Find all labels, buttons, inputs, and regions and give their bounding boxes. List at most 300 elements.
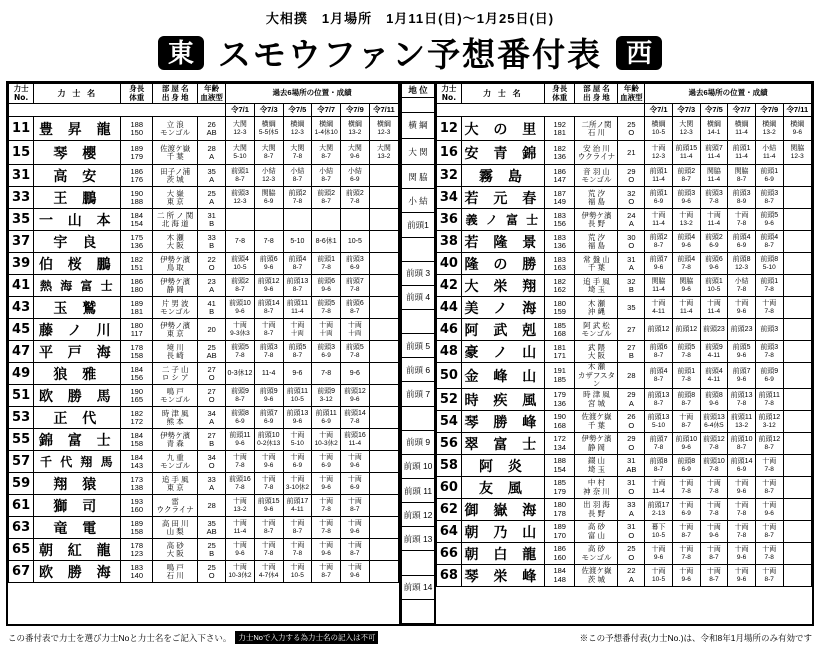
rikishi-name: 時 疾 風 <box>461 389 544 411</box>
rikishi-name: 阿 炎 <box>461 455 544 477</box>
rank-row <box>402 527 434 551</box>
rikishi-stable: 錣 山 埼 玉 <box>575 455 618 477</box>
past-result-cell <box>254 209 283 231</box>
rikishi-no: 57 <box>9 451 34 473</box>
rank-row <box>402 454 434 478</box>
rikishi-stable: 二所ノ関 石 川 <box>575 117 618 141</box>
rikishi-size: 181 171 <box>544 341 575 363</box>
past-result-cell: 十両 3-10休2 <box>283 473 312 495</box>
past-result-cell <box>783 411 811 433</box>
past-result-cell: 前頭12 7-8 <box>700 433 728 455</box>
table-row <box>9 275 399 297</box>
rikishi-stable: 二 子 山 ロ シ ア <box>153 363 198 385</box>
rikishi-name: 欧 勝 馬 <box>34 385 121 407</box>
past-result-cell: 十両 8-7 <box>672 411 700 433</box>
rikishi-stable: 常 盤 山 千 葉 <box>575 253 618 275</box>
rikishi-size: 184 154 <box>121 209 153 231</box>
past-result-cell <box>783 543 811 565</box>
rikishi-stable: 伊勢ケ濱 長 野 <box>575 209 618 231</box>
footer-left-badge: 力士Noで入力する為力士名の記入は不可 <box>235 631 378 644</box>
past-result-cell: 9-6 <box>341 363 370 385</box>
past-result-cell: 十両 7-8 <box>755 297 783 319</box>
rikishi-name: 朝 白 龍 <box>461 543 544 565</box>
table-row <box>9 319 399 341</box>
past-result-cell <box>783 253 811 275</box>
rikishi-stable: 荒 汐 福 島 <box>575 187 618 209</box>
past-result-cell: 前頭5 7-8 <box>672 341 700 363</box>
past-result-cell <box>783 477 811 499</box>
past-result-cell: 前頭2 8-7 <box>312 187 341 209</box>
rank-label: 前頭 13 <box>402 527 434 551</box>
past-result-cell: 十両 7-8 <box>755 455 783 477</box>
rikishi-stable: 阿 武 松 モンゴル <box>575 319 618 341</box>
past-result-cell: 前頭1 10-5 <box>700 275 728 297</box>
date-header-row <box>437 104 812 117</box>
table-row <box>9 561 399 583</box>
past-result-cell: 前頭6 9-6 <box>700 253 728 275</box>
rank-label: 横 綱 <box>402 112 434 138</box>
date-header-cell: 令7/3 <box>254 104 283 117</box>
rikishi-size: 184 148 <box>544 565 575 587</box>
past-result-cell: 関脇 11-4 <box>700 165 728 187</box>
rikishi-no: 53 <box>9 407 34 429</box>
rank-label: 前頭1 <box>402 213 434 237</box>
past-result-cell: 前頭5 9-6 <box>728 341 756 363</box>
col-height: 身長 体重 <box>121 84 153 104</box>
rikishi-age: 26 AB <box>198 117 226 141</box>
rikishi-stable: 追 手 風 東 京 <box>153 473 198 495</box>
rikishi-size: 189 170 <box>544 521 575 543</box>
past-result-cell: 十両 12-3 <box>645 141 673 165</box>
rank-label: 小 結 <box>402 189 434 213</box>
table-row <box>9 517 399 539</box>
past-result-cell <box>783 455 811 477</box>
rikishi-age: 33 B <box>198 231 226 253</box>
rank-label: 前頭 7 <box>402 382 434 406</box>
rikishi-no: 37 <box>9 231 34 253</box>
rikishi-stable: 伊勢ケ濱 青 森 <box>153 429 198 451</box>
col-org: 部 屋 名 出 身 地 <box>153 84 198 104</box>
rikishi-name: 獅 司 <box>34 495 121 517</box>
rikishi-size: 184 158 <box>121 429 153 451</box>
past-result-cell: 横綱 13-2 <box>755 117 783 141</box>
past-result-cell: 十両 9-6 <box>254 451 283 473</box>
past-result-cell: 前頭7 9-6 <box>645 253 673 275</box>
past-result-cell: 前頭3 6-9 <box>341 253 370 275</box>
rikishi-age: 29 O <box>618 433 645 455</box>
table-row <box>437 187 812 209</box>
rikishi-no: 32 <box>437 165 462 187</box>
past-result-cell: 前頭3 7-8 <box>254 341 283 363</box>
table-row <box>437 363 812 389</box>
past-result-cell: 大関 5-10 <box>226 141 255 165</box>
past-result-cell: 前頭6 9-6 <box>312 275 341 297</box>
past-result-cell: 前頭17 4-11 <box>283 495 312 517</box>
past-result-cell: 大関 13-2 <box>369 141 398 165</box>
past-result-cell <box>369 253 398 275</box>
col-name: 力 士 名 <box>34 84 121 104</box>
rikishi-name: 宇 良 <box>34 231 121 253</box>
rikishi-size: 183 156 <box>544 209 575 231</box>
rikishi-name: 大 栄 翔 <box>461 275 544 297</box>
rikishi-name: 欧 勝 海 <box>34 561 121 583</box>
rikishi-name: 朝 紅 龍 <box>34 539 121 561</box>
past-result-cell: 前頭10 7-8 <box>700 455 728 477</box>
rikishi-no: 42 <box>437 275 462 297</box>
past-result-cell: 横綱 13-2 <box>341 117 370 141</box>
past-result-cell <box>283 209 312 231</box>
rikishi-age: 35 A <box>198 165 226 187</box>
rikishi-stable: 木 瀬 沖 縄 <box>575 297 618 319</box>
rikishi-no: 64 <box>437 521 462 543</box>
rikishi-age: 21 <box>618 141 645 165</box>
rikishi-age: 25 O <box>618 117 645 141</box>
rikishi-age: 25 B <box>198 539 226 561</box>
rikishi-no: 33 <box>9 187 34 209</box>
banzuke-table-wrap <box>6 81 814 626</box>
rikishi-age: 25 O <box>198 561 226 583</box>
past-result-cell: 前頭13 6-4休5 <box>700 411 728 433</box>
past-result-cell: 前頭4 8-7 <box>755 231 783 253</box>
rikishi-no: 59 <box>9 473 34 495</box>
past-result-cell: 横綱 14-1 <box>700 117 728 141</box>
rikishi-stable: 高 砂 富 山 <box>575 521 618 543</box>
past-result-cell: 十両 9-3休3 <box>226 319 255 341</box>
past-result-cell: 十両 7-8 <box>254 473 283 495</box>
rikishi-stable: 立 浪 モンゴル <box>153 117 198 141</box>
rikishi-stable: 佐渡ケ嶽 茨 城 <box>575 565 618 587</box>
past-result-cell: 前頭7 6-9 <box>254 407 283 429</box>
rikishi-name: 友 風 <box>461 477 544 499</box>
past-result-cell <box>369 561 398 583</box>
rikishi-size: 193 160 <box>121 495 153 517</box>
past-result-cell: 前頭2 8-7 <box>672 165 700 187</box>
rikishi-age: 34 A <box>198 407 226 429</box>
past-result-cell: 前頭5 8-7 <box>283 341 312 363</box>
table-row <box>9 539 399 561</box>
rikishi-no: 56 <box>437 433 462 455</box>
past-result-cell: 大関 12-3 <box>672 117 700 141</box>
east-half <box>8 83 400 624</box>
past-result-cell: 十両 11-4 <box>700 297 728 319</box>
past-result-cell: 十両 7-8 <box>672 543 700 565</box>
past-result-cell: 前頭14 7-8 <box>341 407 370 429</box>
past-result-cell: 十両 9-6 <box>341 451 370 473</box>
past-result-cell <box>783 341 811 363</box>
past-result-cell: 前頭11 6-9 <box>312 407 341 429</box>
past-result-cell <box>369 517 398 539</box>
rikishi-stable: 高 田 川 山 梨 <box>153 517 198 539</box>
rikishi-name: 琴 栄 峰 <box>461 565 544 587</box>
footer <box>6 631 814 644</box>
rikishi-no: 34 <box>437 187 462 209</box>
rikishi-stable: 伊勢ケ濱 静 岡 <box>153 275 198 297</box>
past-result-cell: 十両 9-6 <box>226 539 255 561</box>
past-result-cell: 前頭4 8-7 <box>283 253 312 275</box>
rikishi-size: 175 136 <box>121 231 153 253</box>
past-result-cell <box>369 539 398 561</box>
rikishi-size: 182 162 <box>544 275 575 297</box>
past-result-cell: 横綱 9-6 <box>783 117 811 141</box>
past-result-cell <box>369 451 398 473</box>
rikishi-age: 27 B <box>198 429 226 451</box>
rank-header-blank <box>402 98 434 112</box>
past-result-cell: 小結 11-4 <box>755 141 783 165</box>
rikishi-age: 29 O <box>618 165 645 187</box>
rank-row <box>402 599 434 623</box>
past-result-cell: 十両 7-8 <box>700 499 728 521</box>
past-result-cell: 十両 8-7 <box>341 539 370 561</box>
rikishi-age: 28 <box>198 495 226 517</box>
rikishi-stable: 高 砂 大 阪 <box>153 539 198 561</box>
rikishi-age: 22 O <box>198 253 226 275</box>
rank-row <box>402 285 434 309</box>
rikishi-age: 24 A <box>618 209 645 231</box>
rikishi-no: 49 <box>9 363 34 385</box>
col-past: 過去6場所の位置・成績 <box>226 84 399 104</box>
past-result-cell: 前頭5 7-8 <box>226 341 255 363</box>
past-result-cell: 前頭12 8-7 <box>755 433 783 455</box>
rikishi-no: 54 <box>437 411 462 433</box>
date-header-blank <box>9 104 226 117</box>
past-result-cell: 十両 9-6 <box>728 543 756 565</box>
rikishi-no: 47 <box>9 341 34 363</box>
past-result-cell: 十両 11-4 <box>645 209 673 231</box>
past-result-cell <box>369 187 398 209</box>
rikishi-name: 若 元 春 <box>461 187 544 209</box>
past-result-cell: 前頭1 6-9 <box>645 187 673 209</box>
rikishi-size: 190 168 <box>544 411 575 433</box>
past-result-cell <box>369 473 398 495</box>
past-result-cell: 5-10 <box>283 231 312 253</box>
table-row <box>437 389 812 411</box>
rikishi-stable: 二 所 ノ 関 北 海 道 <box>153 209 198 231</box>
past-result-cell: 十両 9-6 <box>341 561 370 583</box>
rank-row <box>402 261 434 285</box>
east-table <box>8 83 399 583</box>
past-result-cell: 十両 7-8 <box>672 477 700 499</box>
date-header-cell: 令7/7 <box>728 104 756 117</box>
past-result-cell: 横綱 5-5休5 <box>254 117 283 141</box>
past-result-cell: 前頭5 9-6 <box>755 209 783 231</box>
rank-label: 前頭 9 <box>402 430 434 454</box>
table-row <box>9 407 399 429</box>
rikishi-size: 184 143 <box>121 451 153 473</box>
past-result-cell <box>783 565 811 587</box>
date-header-blank <box>437 104 645 117</box>
date-header-cell: 令7/5 <box>700 104 728 117</box>
rikishi-no: 11 <box>9 117 34 141</box>
past-result-cell: 十両 11-4 <box>672 297 700 319</box>
rikishi-size: 188 154 <box>544 455 575 477</box>
rikishi-age: 28 <box>618 363 645 389</box>
table-row <box>437 543 812 565</box>
rikishi-no: 51 <box>9 385 34 407</box>
past-result-cell: 前頭8 8-7 <box>645 455 673 477</box>
west-badge: 西 <box>616 36 662 70</box>
rank-row <box>402 358 434 382</box>
rikishi-size: 189 179 <box>121 141 153 165</box>
rikishi-size: 186 180 <box>121 275 153 297</box>
rikishi-no: 66 <box>437 543 462 565</box>
rikishi-stable: 伊勢ノ濱 東 京 <box>153 319 198 341</box>
rikishi-stable: 荒 汐 福 島 <box>575 231 618 253</box>
rikishi-no: 16 <box>437 141 462 165</box>
past-result-cell: 前頭15 9-6 <box>254 495 283 517</box>
past-result-cell: 前頭8 6-9 <box>672 455 700 477</box>
rikishi-age: 30 O <box>618 231 645 253</box>
rikishi-no: 15 <box>9 141 34 165</box>
past-result-cell: 小結 8-7 <box>283 165 312 187</box>
rikishi-stable: 雷 ウクライナ <box>153 495 198 517</box>
rank-row <box>402 310 434 334</box>
past-result-cell: 前頭16 11-4 <box>341 429 370 451</box>
rikishi-stable: 田子ノ浦 茨 城 <box>153 165 198 187</box>
past-result-cell: 関脇 8-7 <box>728 165 756 187</box>
rikishi-size: 186 176 <box>121 165 153 187</box>
rank-col-header <box>402 84 434 98</box>
past-result-cell: 大関 8-7 <box>254 141 283 165</box>
rikishi-stable: 安 治 川 ウクライナ <box>575 141 618 165</box>
rikishi-size: 182 136 <box>544 141 575 165</box>
west-half <box>436 83 812 624</box>
rikishi-stable: 木 瀬 大 阪 <box>153 231 198 253</box>
col-no: 力士No. <box>9 84 34 104</box>
column-header-row <box>437 84 812 104</box>
past-result-cell: 前頭9 6-9 <box>755 363 783 389</box>
date-header-cell: 令7/1 <box>226 104 255 117</box>
past-result-cell: 大関 9-6 <box>341 141 370 165</box>
past-result-cell <box>783 165 811 187</box>
rikishi-no: 43 <box>9 297 34 319</box>
rikishi-stable: 伊勢ケ濱 鳥 取 <box>153 253 198 275</box>
past-result-cell <box>783 521 811 543</box>
past-result-cell: 十両 9-6 <box>728 297 756 319</box>
past-result-cell: 前頭9 4-11 <box>700 341 728 363</box>
table-row <box>437 433 812 455</box>
rank-row <box>402 382 434 406</box>
past-result-cell: 大関 7-8 <box>283 141 312 165</box>
past-result-cell: 前頭1 7-8 <box>312 253 341 275</box>
past-result-cell: 前頭4 6-9 <box>728 231 756 253</box>
past-result-cell: 前頭10 9-6 <box>226 297 255 319</box>
past-result-cell <box>369 429 398 451</box>
rikishi-age: 25 A <box>198 187 226 209</box>
past-result-cell: 幕下 10-5 <box>645 521 673 543</box>
past-result-cell: 前頭11 9-6 <box>226 429 255 451</box>
past-result-cell <box>369 297 398 319</box>
past-result-cell: 前頭3 8-7 <box>755 187 783 209</box>
col-age: 年齢 血液型 <box>198 84 226 104</box>
past-result-cell: 十両 8-7 <box>755 565 783 587</box>
rikishi-name: 霧 島 <box>461 165 544 187</box>
rikishi-age: 27 O <box>198 363 226 385</box>
east-badge: 東 <box>158 36 204 70</box>
past-result-cell: 十両 7-8 <box>728 499 756 521</box>
rikishi-stable: 佐渡ケ嶽 千 葉 <box>575 411 618 433</box>
rikishi-stable: 大 嶽 東 京 <box>153 187 198 209</box>
rank-table <box>402 83 434 624</box>
table-row <box>437 165 812 187</box>
rikishi-stable: 出 羽 海 長 野 <box>575 499 618 521</box>
past-result-cell: 十両 13-2 <box>672 209 700 231</box>
footer-left-text: この番付表で力士を選び力士Noと力士名をご記入下さい。 <box>8 632 232 643</box>
rikishi-name: 朝 乃 山 <box>461 521 544 543</box>
past-result-cell: 十両 4-7休4 <box>254 561 283 583</box>
past-result-cell <box>783 363 811 389</box>
past-result-cell: 関脇 9-6 <box>672 275 700 297</box>
rikishi-size: 190 188 <box>121 187 153 209</box>
table-row <box>9 253 399 275</box>
past-result-cell: 前頭6 9-6 <box>254 253 283 275</box>
past-result-cell: 前頭1 8-7 <box>226 165 255 187</box>
table-row <box>9 341 399 363</box>
date-header-row <box>9 104 399 117</box>
table-row <box>9 141 399 165</box>
date-header-cell: 令7/7 <box>312 104 341 117</box>
past-result-cell: 0-3休12 <box>226 363 255 385</box>
rikishi-age: 28 A <box>198 141 226 165</box>
rikishi-name: 一 山 本 <box>34 209 121 231</box>
table-row <box>437 319 812 341</box>
date-header-cell: 令7/9 <box>341 104 370 117</box>
rikishi-age: 33 A <box>198 473 226 495</box>
past-result-cell: 前頭13 8-7 <box>283 275 312 297</box>
past-result-cell: 横綱 12-3 <box>283 117 312 141</box>
rikishi-no: 68 <box>437 565 462 587</box>
past-result-cell: 前頭3 12-3 <box>226 187 255 209</box>
past-result-cell: 8-6休1 <box>312 231 341 253</box>
rikishi-age: 23 A <box>198 275 226 297</box>
rikishi-size: 190 165 <box>121 385 153 407</box>
rikishi-size: 187 149 <box>544 187 575 209</box>
past-result-cell <box>369 165 398 187</box>
past-result-cell: 十両 9-6 <box>672 565 700 587</box>
past-result-cell: 前頭14 8-7 <box>254 297 283 319</box>
rikishi-name: 玉 鷲 <box>34 297 121 319</box>
past-result-cell: 前頭23 <box>728 319 756 341</box>
past-result-cell: 10-5 <box>341 231 370 253</box>
table-row <box>437 231 812 253</box>
rikishi-stable: 木 瀬 カザフスタン <box>575 363 618 389</box>
rikishi-size: 191 185 <box>544 363 575 389</box>
past-result-cell: 前頭1 11-4 <box>728 141 756 165</box>
past-result-cell: 十両 7-8 <box>312 495 341 517</box>
title-row <box>6 29 814 76</box>
past-result-cell: 前頭8 12-3 <box>728 253 756 275</box>
rikishi-size: 183 136 <box>544 231 575 253</box>
past-result-cell: 小結 8-7 <box>312 165 341 187</box>
rank-row <box>402 189 434 213</box>
past-result-cell: 前頭3 6-9 <box>312 341 341 363</box>
table-row <box>437 341 812 363</box>
rikishi-name: 熱 海 富 士 <box>34 275 121 297</box>
past-result-cell <box>369 275 398 297</box>
rank-row <box>402 551 434 575</box>
table-row <box>437 117 812 141</box>
past-result-cell: 前頭6 8-7 <box>645 341 673 363</box>
past-result-cell: 十両 8-7 <box>254 319 283 341</box>
past-result-cell: 前頭2 8-7 <box>226 275 255 297</box>
rikishi-stable: 追 手 風 埼 玉 <box>575 275 618 297</box>
past-result-cell: 前頭14 6-9 <box>728 455 756 477</box>
rikishi-age: 31 O <box>618 521 645 543</box>
past-result-cell: 横綱 1-4休10 <box>312 117 341 141</box>
past-result-cell: 前頭2 8-7 <box>645 231 673 253</box>
rikishi-stable: 伊勢ケ濱 静 岡 <box>575 433 618 455</box>
past-result-cell: 十両 8-7 <box>755 477 783 499</box>
rikishi-name: 義 ノ 富 士 <box>461 209 544 231</box>
